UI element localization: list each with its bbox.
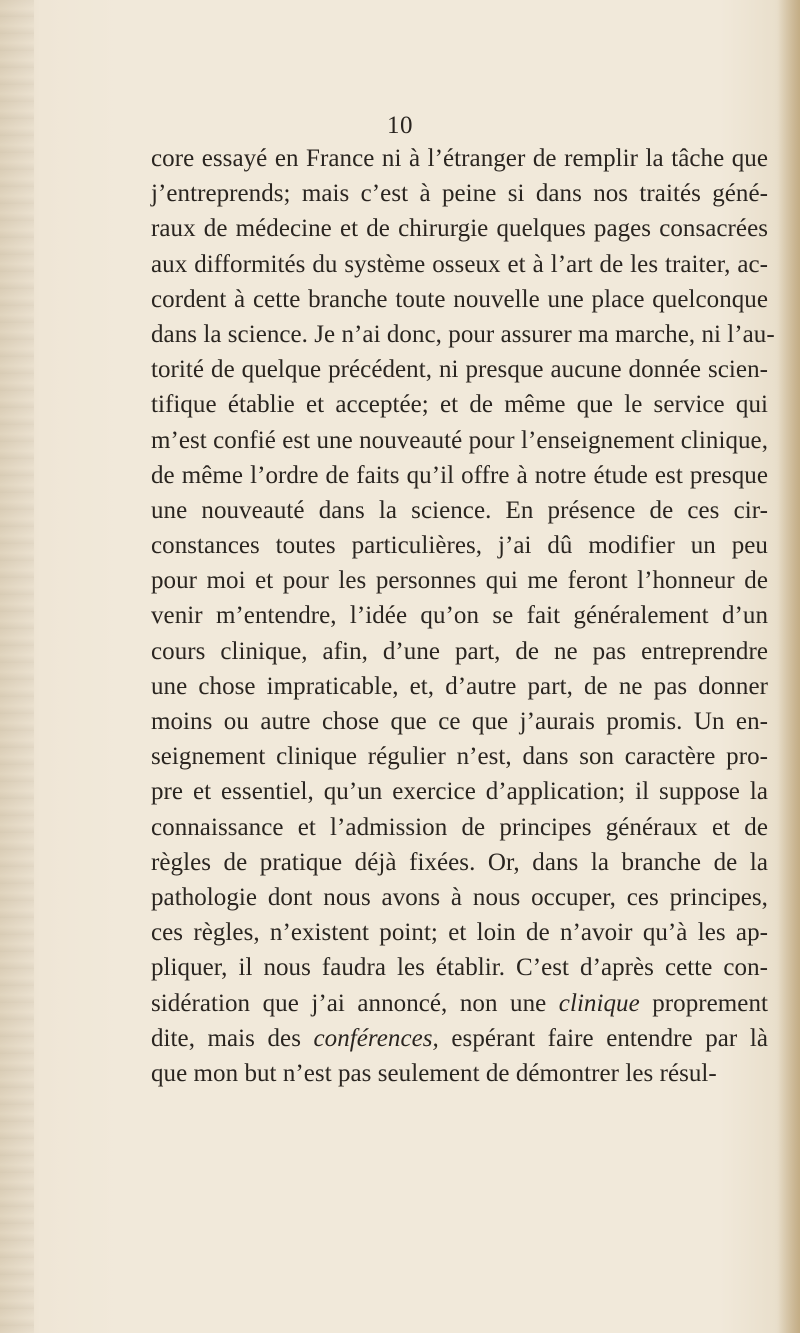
text-run: aux difformités du système osseux et à l’art de les traiter, ac-	[151, 250, 768, 278]
text-line	[151, 352, 768, 387]
text-line	[151, 845, 768, 880]
text-run: que mon but n’est pas seulement de démontrer les résul-	[151, 1059, 717, 1087]
text-run: pour moi et pour les personnes qui me feront l’honneur de	[151, 567, 768, 595]
text-run: cours clinique, afin, d’une part, de ne pas entreprendre	[151, 637, 768, 665]
text-run: pliquer, il nous faudra les établir. C’est d’après cette con-	[151, 954, 768, 982]
text-run: constances toutes particulières, j’ai dû modifier un peu	[151, 532, 768, 560]
italic-word: clinique	[558, 989, 640, 1017]
text-run: règles de pratique déjà fixées. Or, dans la branche de la	[151, 848, 768, 876]
text-run: dans la science. Je n’ai donc, pour assurer ma marche, ni l’au-	[151, 320, 775, 348]
text-line	[151, 493, 768, 528]
text-run: core essayé en France ni à l’étranger de remplir la tâche que	[151, 145, 768, 172]
text-line	[151, 282, 768, 317]
text-run: de même l’ordre de faits qu’il offre à notre étude est presque	[151, 461, 768, 489]
text-run: venir m’entendre, l’idée qu’on se fait généralement d’un	[151, 602, 768, 630]
text-line	[151, 986, 768, 1021]
page-edge-shadow	[778, 0, 800, 1333]
body-text	[151, 141, 775, 1091]
text-run: seignement clinique régulier n’est, dans son caractère pro-	[151, 743, 768, 771]
text-run: pre et essentiel, qu’un exercice d’application; il suppose la	[151, 778, 768, 806]
text-line	[151, 774, 768, 809]
italic-word: conférences,	[313, 1024, 439, 1052]
text-run: une chose impraticable, et, d’autre part, de ne pas donner	[151, 672, 768, 700]
text-line	[151, 563, 768, 598]
text-run: ces règles, n’existent point; et loin de n’avoir qu’à les ap-	[151, 919, 768, 947]
text-line	[151, 739, 768, 774]
text-line	[151, 634, 768, 669]
text-line	[151, 423, 768, 458]
text-run: moins ou autre chose que ce que j’aurais promis. Un en-	[151, 708, 768, 735]
text-run: connaissance et l’admission de principes généraux et de	[151, 813, 768, 841]
text-line	[151, 704, 768, 739]
text-line	[151, 950, 768, 985]
text-line	[151, 528, 768, 563]
text-run: espérant faire entendre par là	[438, 1024, 768, 1052]
text-line	[151, 247, 768, 282]
text-line	[151, 317, 775, 352]
text-line	[151, 810, 768, 845]
text-run: j’entreprends; mais c’est à peine si dans nos traités géné-	[151, 180, 768, 208]
text-line	[151, 141, 768, 176]
text-run: cordent à cette branche toute nouvelle une place quelconque	[151, 285, 768, 313]
text-line	[151, 880, 768, 915]
page-number: 10	[387, 112, 413, 139]
text-run: sidération que j’ai annoncé, non une	[151, 989, 559, 1017]
text-line	[151, 915, 768, 950]
text-run: m’est confié est une nouveauté pour l’enseignement clinique,	[151, 426, 768, 454]
text-run: tifique établie et acceptée; et de même que le service qui	[151, 391, 768, 419]
text-run: dite, mais des	[151, 1024, 314, 1052]
text-line	[151, 176, 768, 211]
text-run: raux de médecine et de chirurgie quelques pages consacrées	[151, 215, 768, 243]
text-line	[151, 1056, 768, 1091]
text-line	[151, 1021, 768, 1056]
text-line	[151, 598, 768, 633]
text-line	[151, 458, 768, 493]
text-run: proprement	[639, 989, 768, 1017]
text-line	[151, 669, 768, 704]
text-run: torité de quelque précédent, ni presque aucune donnée scien-	[151, 356, 768, 384]
page-gutter-shadow	[0, 0, 34, 1333]
text-run: une nouveauté dans la science. En présence de ces cir-	[151, 496, 768, 524]
text-line	[151, 211, 768, 246]
text-line	[151, 387, 768, 422]
text-run: pathologie dont nous avons à nous occuper, ces principes,	[151, 883, 768, 911]
